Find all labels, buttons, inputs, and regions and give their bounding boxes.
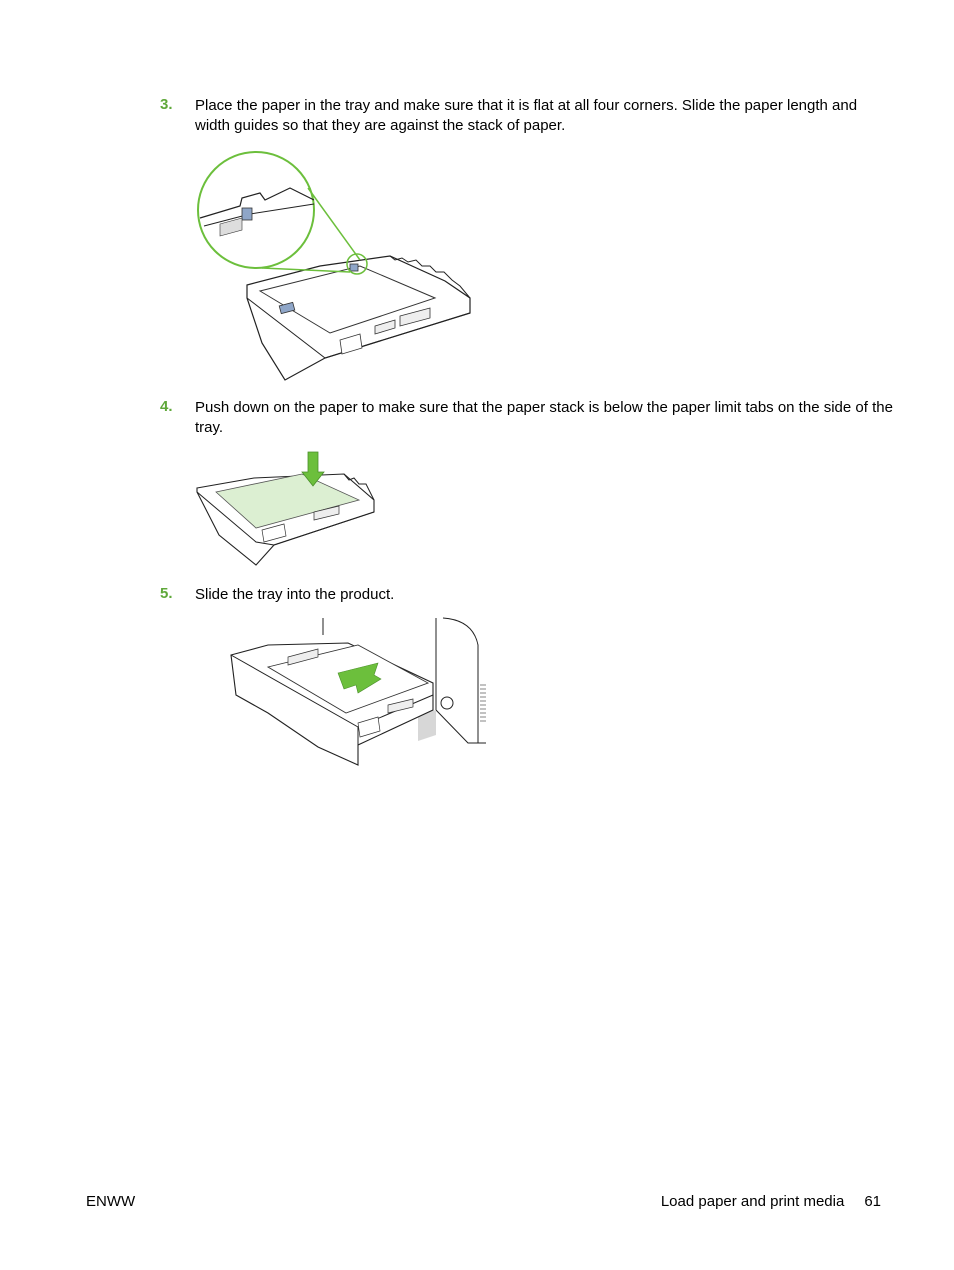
footer-right [661, 1193, 881, 1210]
step-number: 5. [160, 585, 173, 602]
step-text: Slide the tray into the product. [195, 586, 395, 603]
push-down-paper-illustration [194, 450, 384, 568]
footer-section: Load paper and print media [660, 1193, 845, 1210]
page-number: 61 [864, 1193, 881, 1210]
insert-tray-illustration [228, 615, 490, 771]
step-number: 4. [160, 398, 173, 415]
step-text: Place the paper in the tray and make sure that it is flat at all four corners. Slide the paper length and width guides so that they are against the stack of paper. [195, 97, 858, 134]
step-text: Push down on the paper to make sure that the paper stack is below the paper limit tabs on the side of the tray. [195, 399, 893, 436]
footer-left: ENWW [86, 1193, 136, 1210]
tray-guides-illustration [190, 148, 480, 384]
step-number: 3. [160, 96, 173, 113]
